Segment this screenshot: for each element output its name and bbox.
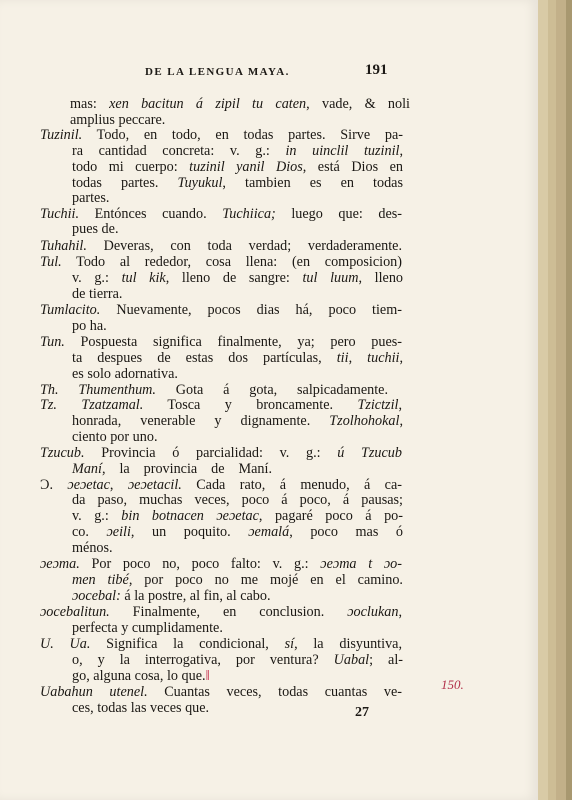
- text-line: de tierra.: [72, 286, 123, 302]
- text-line: ɔeɔma. Por poco no, poco falto: v. g.: ɔeɔma t ɔo-: [40, 556, 403, 572]
- text-line: ta despues de estas dos partículas, tii, tuchii,: [72, 350, 404, 366]
- text-line: Tuzinil. Todo, en todo, en todas partes. Sirve pa-: [40, 127, 403, 143]
- text-line: Tul. Todo al rededor, cosa llena: (en composicion): [40, 254, 402, 270]
- text-line: ɔocebal: á la postre, al fin, al cabo.: [72, 588, 271, 604]
- text-line: honrada, venerable y dignamente. Tzolhohokal,: [72, 413, 403, 429]
- text-line: todas partes. Tuyukul, tambien es en todas: [72, 175, 403, 191]
- text-line: go, alguna cosa, lo que.‖: [72, 668, 210, 684]
- page-edges-2: [548, 0, 556, 800]
- text-line: v. g.: bin botnacen ɔeɔetac, pagaré poco á po-: [72, 508, 404, 524]
- signature-mark: 27: [355, 705, 369, 720]
- text-line: pues de.: [72, 221, 119, 237]
- text-line: todo mi cuerpo: tuzinil yanil Dios, está Dios en: [72, 159, 403, 175]
- text-line: ɔocebalitun. Finalmente, en conclusion. ɔoclukan,: [40, 604, 402, 620]
- page-edges-4: [566, 0, 572, 800]
- text-line: ces, todas las veces que.: [72, 700, 210, 716]
- text-line: Tuhahil. Deveras, con toda verdad; verdaderamente.: [40, 238, 402, 254]
- text-line: U. Ua. Significa la condicional, sí, la disyuntiva,: [40, 636, 403, 652]
- text-line: es solo adornativa.: [72, 366, 178, 382]
- text-line: Th. Thumenthum. Gota á gota, salpicadamente.: [40, 382, 388, 398]
- text-line: ra cantidad concreta: v. g.: in uinclil tuzinil,: [72, 143, 403, 159]
- text-line: o, y la interrogativa, por ventura? Uabal; al-: [72, 652, 403, 668]
- running-header: DE LA LENGUA MAYA.: [145, 66, 290, 78]
- margin-annotation: 150.: [441, 677, 464, 692]
- text-line: Tuchii. Entónces cuando. Tuchiica; luego que: des-: [40, 206, 402, 222]
- page-edges-3: [556, 0, 566, 800]
- text-line: partes.: [72, 190, 110, 206]
- text-line: Tz. Tzatzamal. Tosca y broncamente. Tzictzil,: [40, 397, 402, 413]
- text-line: mas: xen bacitun á zipil tu caten, vade, & noli: [70, 96, 410, 112]
- page-number: 191: [365, 62, 388, 78]
- text-line: ciento por uno.: [72, 429, 158, 445]
- text-line: v. g.: tul kik, lleno de sangre: tul luum, lleno: [72, 270, 404, 286]
- text-line: po ha.: [72, 318, 107, 334]
- text-line: Tumlacito. Nuevamente, pocos dias há, poco tiem-: [40, 302, 402, 318]
- text-line: Uabahun utenel. Cuantas veces, todas cuantas ve-: [40, 684, 402, 700]
- text-line: Ɔ. ɔeɔetac, ɔeɔetacil. Cada rato, á menudo, á ca-: [40, 477, 402, 493]
- text-line: perfecta y cumplidamente.: [72, 620, 223, 636]
- text-line: men tibé, por poco no me mojé en el camino.: [72, 572, 403, 588]
- page-edges: [538, 0, 548, 800]
- text-line: co. ɔeili, un poquito. ɔemalá, poco mas ó: [72, 524, 403, 540]
- text-line: Maní, la provincia de Maní.: [72, 461, 272, 477]
- text-line: ménos.: [72, 540, 113, 556]
- text-line: Tzucub. Provincia ó parcialidad: v. g.: ú Tzucub: [40, 445, 402, 461]
- text-line: da paso, muchas veces, poco á poco, á pausas;: [72, 492, 403, 508]
- text-line: Tun. Pospuesta significa finalmente, ya; pero pues-: [40, 334, 402, 350]
- text-line: amplius peccare.: [70, 112, 166, 128]
- red-proof-mark: ‖: [205, 668, 210, 684]
